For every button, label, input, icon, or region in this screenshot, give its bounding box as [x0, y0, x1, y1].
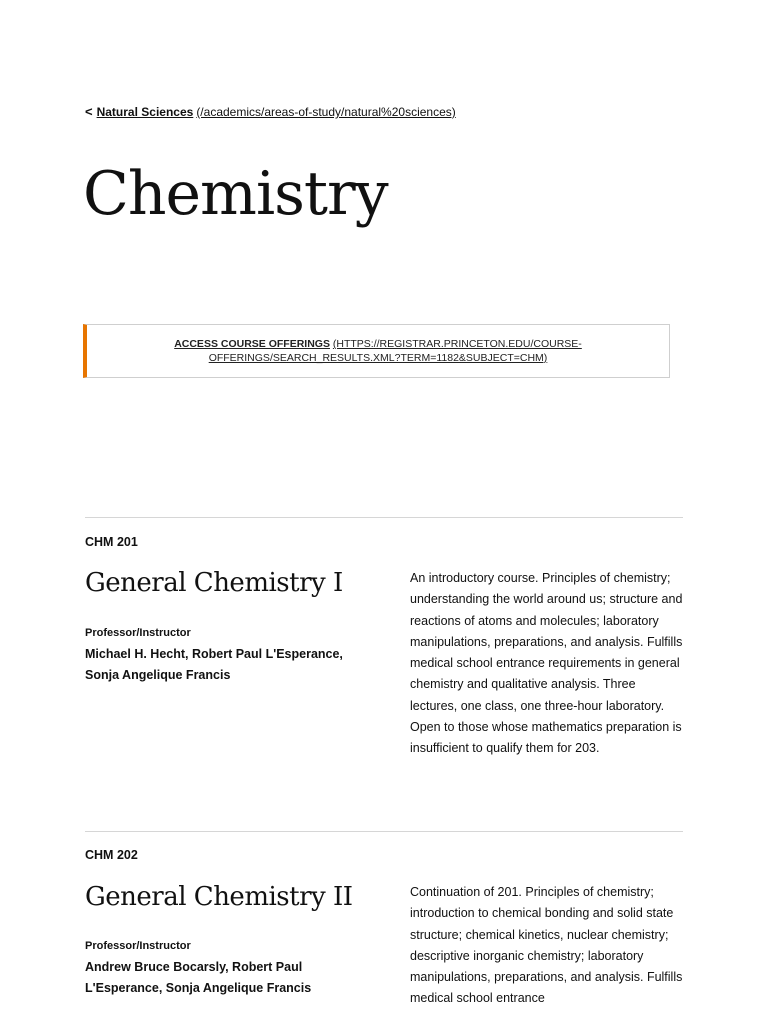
breadcrumb-url: (/academics/areas-of-study/natural%20sciences) [196, 105, 456, 119]
course-divider [85, 831, 683, 832]
course-offerings-callout [83, 324, 670, 378]
professor-label: Professor/Instructor [85, 940, 191, 952]
course-offerings-text [147, 337, 609, 365]
instructor-names: Michael H. Hecht, Robert Paul L'Esperance, Sonja Angelique Francis [85, 647, 343, 682]
course-description: An introductory course. Principles of chemistry; understanding the world around us; structure and reactions of atoms and molecules; laboratory manipulations, preparations, and analysis. Fulfills medical school entrance requirements in general chemistry and qualitative analysis. Three lectures, one class, one three-hour laboratory. Open to those whose mathematics preparation is insufficient to qualify them for 203. [410, 571, 683, 756]
chevron-left-icon[interactable]: < [85, 104, 93, 119]
course-title: General Chemistry II [85, 882, 353, 912]
course-code: CHM 201 [85, 535, 138, 549]
course-code: CHM 202 [85, 848, 138, 862]
breadcrumb-link-natural-sciences[interactable]: Natural Sciences [96, 105, 194, 119]
instructor-names: Andrew Bruce Bocarsly, Robert Paul L'Esperance, Sonja Angelique Francis [85, 960, 312, 995]
access-course-offerings-link[interactable]: ACCESS COURSE OFFERINGS [174, 338, 330, 350]
page-title: Chemistry [83, 159, 388, 229]
course-offerings-url: (HTTPS://REGISTRAR.PRINCETON.EDU/COURSE-OFFERINGS/SEARCH_RESULTS.XML?TERM=1182&SUBJECT=CHM) [208, 338, 582, 364]
professor-label: Professor/Instructor [85, 627, 191, 639]
course-description: Continuation of 201. Principles of chemistry; introduction to chemical bonding and solid state structure; chemical kinetics, nuclear chemistry; descriptive inorganic chemistry; laboratory manipulations, preparations, and analysis. Fulfills medical school entrance [410, 885, 683, 1006]
course-title: General Chemistry I [85, 568, 343, 598]
breadcrumb [85, 104, 456, 119]
course-divider [85, 517, 683, 518]
